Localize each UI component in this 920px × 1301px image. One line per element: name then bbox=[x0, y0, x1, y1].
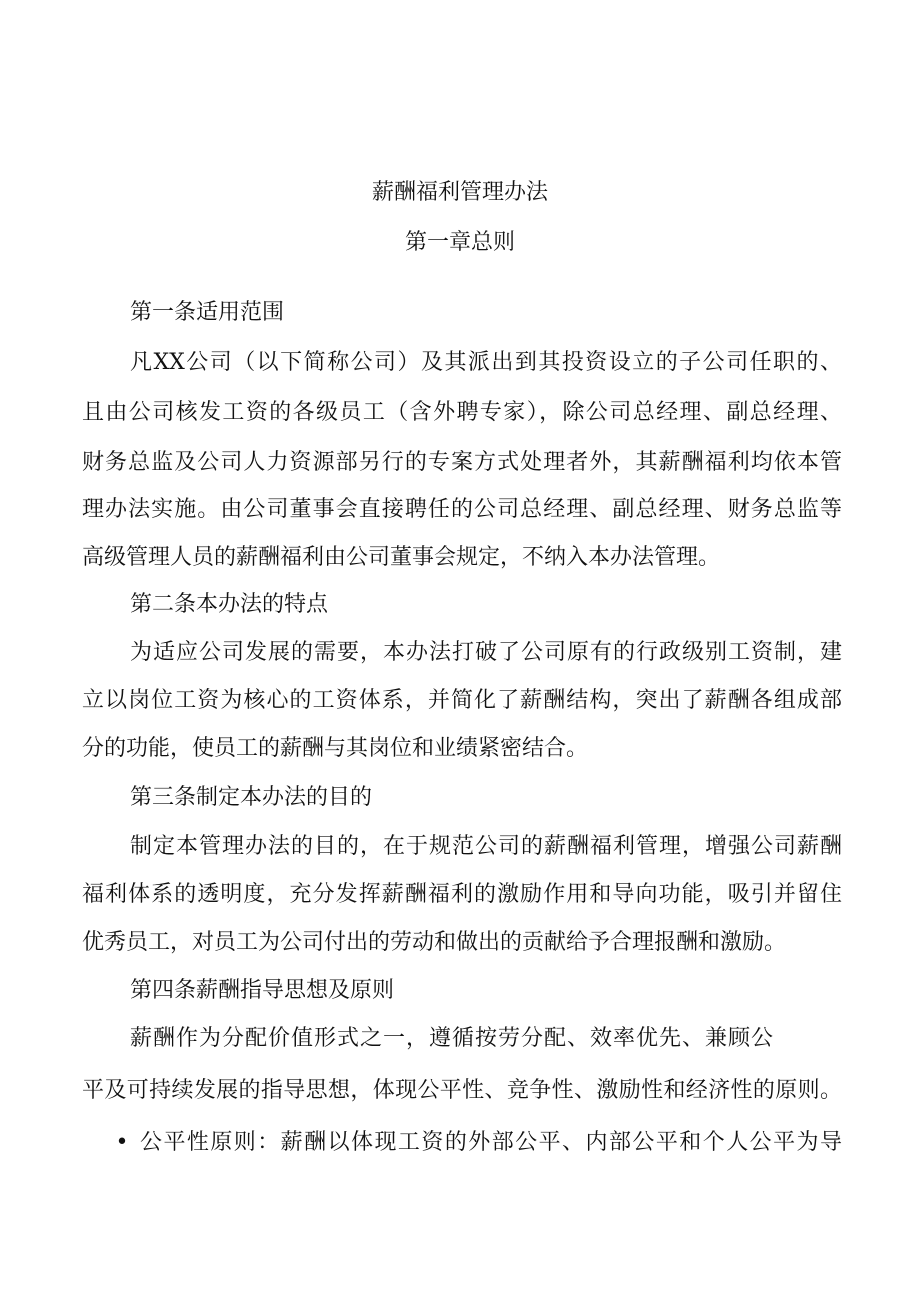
paragraph-line: 且由公司核发工资的各级员工（含外聘专家），除公司总经理、副总经理、 bbox=[82, 400, 842, 425]
document-title: 薪酬福利管理办法 bbox=[371, 180, 548, 205]
paragraph-line: 为适应公司发展的需要，本办法打破了公司原有的行政级别工资制，建 bbox=[130, 640, 842, 665]
paragraph-line: 立以岗位工资为核心的工资体系，并简化了薪酬结构，突出了薪酬各组成部 bbox=[82, 688, 842, 713]
section-heading: 第四条薪酬指导思想及原则 bbox=[130, 978, 395, 1003]
paragraph-line: 理办法实施。由公司董事会直接聘任的公司总经理、副总经理、财务总监等 bbox=[82, 497, 842, 522]
bullet-icon: • bbox=[115, 1130, 129, 1155]
paragraph-line: 制定本管理办法的目的，在于规范公司的薪酬福利管理，增强公司薪酬 bbox=[130, 834, 842, 859]
paragraph-line: 优秀员工，对员工为公司付出的劳动和做出的贡献给予合理报酬和激励。 bbox=[82, 930, 787, 955]
paragraph-line: 平及可持续发展的指导思想，体现公平性、竞争性、激励性和经济性的原则。 bbox=[82, 1078, 842, 1103]
paragraph-line: 高级管理人员的薪酬福利由公司董事会规定，不纳入本办法管理。 bbox=[82, 545, 721, 570]
paragraph-line: 福利体系的透明度，充分发挥薪酬福利的激励作用和导向功能，吸引并留住 bbox=[82, 882, 842, 907]
paragraph-line: 薪酬作为分配价值形式之一，遵循按劳分配、效率优先、兼顾公 bbox=[130, 1026, 775, 1051]
paragraph-line: 分的功能，使员工的薪酬与其岗位和业绩紧密结合。 bbox=[82, 736, 589, 761]
paragraph-line: 财务总监及公司人力资源部另行的专案方式处理者外，其薪酬福利均依本管 bbox=[82, 450, 842, 475]
section-heading: 第三条制定本办法的目的 bbox=[130, 785, 373, 810]
chapter-heading: 第一章总则 bbox=[404, 230, 515, 255]
paragraph-line: 凡XX公司（以下简称公司）及其派出到其投资设立的子公司任职的、 bbox=[130, 350, 842, 375]
section-heading: 第二条本办法的特点 bbox=[130, 592, 329, 617]
bullet-text: 公平性原则：薪酬以体现工资的外部公平、内部公平和个人公平为导 bbox=[140, 1130, 842, 1155]
section-heading: 第一条适用范围 bbox=[130, 300, 285, 325]
